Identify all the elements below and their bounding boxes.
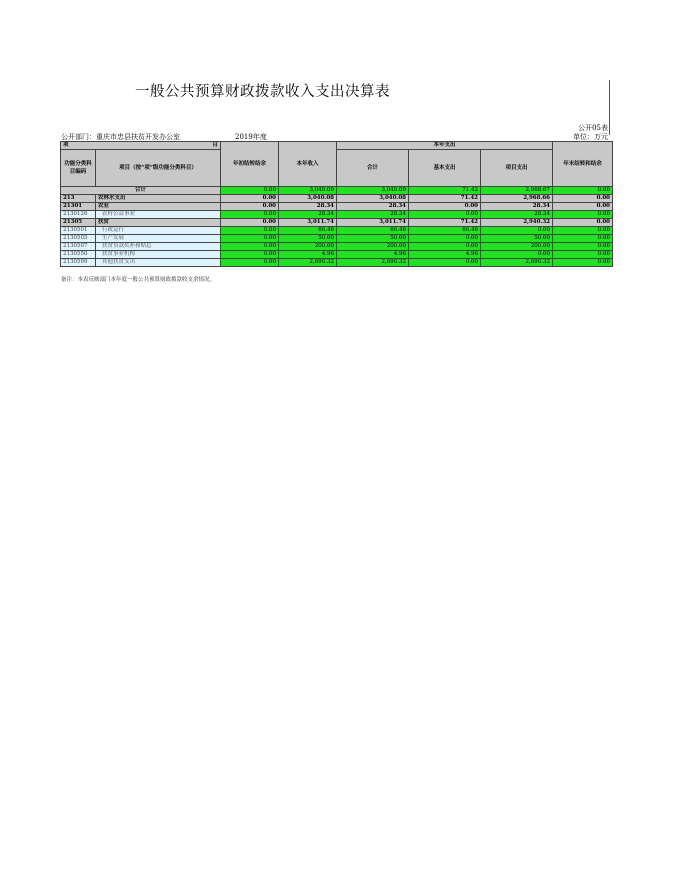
table-row	[61, 195, 613, 203]
table-row	[61, 227, 613, 235]
row-basic: 71.42	[409, 219, 481, 227]
header-begin-balance: 年初结转结余	[221, 142, 279, 187]
header-xiang-mu	[61, 142, 221, 150]
row-code: 2130550	[61, 251, 96, 259]
page-edge-line	[609, 80, 610, 135]
row-code: 2130507	[61, 243, 96, 251]
header-expenditure: 本年支出	[337, 142, 553, 150]
row-project: 200.00	[481, 243, 553, 251]
row-begin: 0.00	[221, 195, 279, 203]
row-project: 2,968.66	[481, 195, 553, 203]
row-project: 28.34	[481, 203, 553, 211]
row-basic: 0.00	[409, 259, 481, 267]
row-code: 2130599	[61, 259, 96, 267]
row-end: 0.00	[553, 219, 613, 227]
header-end-balance: 年末结转和结余	[553, 142, 613, 187]
header-name: 项目（按“项”级功能分类科目）	[96, 150, 221, 187]
row-basic: 4.96	[409, 251, 481, 259]
header-row-1	[61, 142, 613, 150]
row-name: 生产发展	[96, 235, 221, 243]
row-total: 66.46	[337, 227, 409, 235]
row-end: 0.00	[553, 195, 613, 203]
row-name: 其他扶贫支出	[96, 259, 221, 267]
row-income: 3,040.08	[279, 195, 337, 203]
table-row	[61, 219, 613, 227]
row-project: 0.00	[481, 251, 553, 259]
table-row	[61, 235, 613, 243]
row-name: 行政运行	[96, 227, 221, 235]
row-income: 50.00	[279, 235, 337, 243]
total-label: 合计	[61, 187, 221, 195]
row-end: 0.00	[553, 211, 613, 219]
header-xiang: 项	[63, 142, 69, 148]
row-income: 2,690.32	[279, 259, 337, 267]
row-income: 66.46	[279, 227, 337, 235]
row-begin: 0.00	[221, 211, 279, 219]
row-project: 2,690.32	[481, 259, 553, 267]
budget-table	[60, 141, 613, 267]
header-exp-basic: 基本支出	[409, 150, 481, 187]
total-income: 3,040.09	[279, 187, 337, 195]
table-row	[61, 259, 613, 267]
row-end: 0.00	[553, 251, 613, 259]
row-begin: 0.00	[221, 243, 279, 251]
row-total: 4.96	[337, 251, 409, 259]
row-end: 0.00	[553, 259, 613, 267]
row-income: 4.96	[279, 251, 337, 259]
table-note: 备注：本表反映部门本年度一般公共预算财政拨款收支余情况。	[61, 277, 216, 283]
row-code: 2130126	[61, 211, 96, 219]
row-begin: 0.00	[221, 227, 279, 235]
row-begin: 0.00	[221, 259, 279, 267]
row-income: 28.34	[279, 211, 337, 219]
row-begin: 0.00	[221, 219, 279, 227]
header-code: 功能分类科目编码	[61, 150, 96, 187]
row-basic: 0.00	[409, 243, 481, 251]
row-begin: 0.00	[221, 251, 279, 259]
row-begin: 0.00	[221, 203, 279, 211]
row-project: 50.00	[481, 235, 553, 243]
row-code: 21305	[61, 219, 96, 227]
row-end: 0.00	[553, 227, 613, 235]
row-end: 0.00	[553, 203, 613, 211]
header-row-2	[61, 150, 613, 187]
unit-label: 单位：万元	[573, 133, 608, 141]
page-title: 一般公共预算财政拨款收入支出决算表	[135, 84, 390, 100]
row-name: 扶贫贷款奖补和贴息	[96, 243, 221, 251]
row-total: 2,690.32	[337, 259, 409, 267]
header-mu: 目	[212, 142, 218, 148]
total-begin: 0.00	[221, 187, 279, 195]
row-total: 28.34	[337, 203, 409, 211]
row-total: 3,040.08	[337, 195, 409, 203]
total-row	[61, 187, 613, 195]
row-basic: 71.42	[409, 195, 481, 203]
row-code: 2130501	[61, 227, 96, 235]
header-income: 本年收入	[279, 142, 337, 187]
row-basic: 0.00	[409, 235, 481, 243]
row-name: 农业	[96, 203, 221, 211]
form-number: 公开05表	[578, 124, 608, 132]
row-basic: 0.00	[409, 203, 481, 211]
row-project: 2,940.32	[481, 219, 553, 227]
table-row	[61, 203, 613, 211]
table-row	[61, 211, 613, 219]
row-total: 28.34	[337, 211, 409, 219]
row-income: 3,011.74	[279, 219, 337, 227]
row-end: 0.00	[553, 235, 613, 243]
header-exp-project: 项目支出	[481, 150, 553, 187]
row-project: 28.34	[481, 211, 553, 219]
row-code: 213	[61, 195, 96, 203]
total-end: 0.00	[553, 187, 613, 195]
year-label: 2019年度	[235, 133, 267, 141]
row-basic: 66.46	[409, 227, 481, 235]
row-name: 扶贫	[96, 219, 221, 227]
row-project: 0.00	[481, 227, 553, 235]
row-name: 扶贫事业机构	[96, 251, 221, 259]
row-code: 21301	[61, 203, 96, 211]
row-basic: 0.00	[409, 211, 481, 219]
row-name: 农林水支出	[96, 195, 221, 203]
header-exp-total: 合计	[337, 150, 409, 187]
total-basic: 71.42	[409, 187, 481, 195]
row-begin: 0.00	[221, 235, 279, 243]
total-total: 3,040.09	[337, 187, 409, 195]
table-row	[61, 243, 613, 251]
row-total: 200.00	[337, 243, 409, 251]
row-income: 28.34	[279, 203, 337, 211]
row-total: 3,011.74	[337, 219, 409, 227]
row-end: 0.00	[553, 243, 613, 251]
row-name: 农村公益事业	[96, 211, 221, 219]
department-label: 公开部门：重庆市忠县扶贫开发办公室	[61, 133, 180, 141]
table-row	[61, 251, 613, 259]
row-income: 200.00	[279, 243, 337, 251]
row-total: 50.00	[337, 235, 409, 243]
row-code: 2130505	[61, 235, 96, 243]
total-project: 2,968.67	[481, 187, 553, 195]
